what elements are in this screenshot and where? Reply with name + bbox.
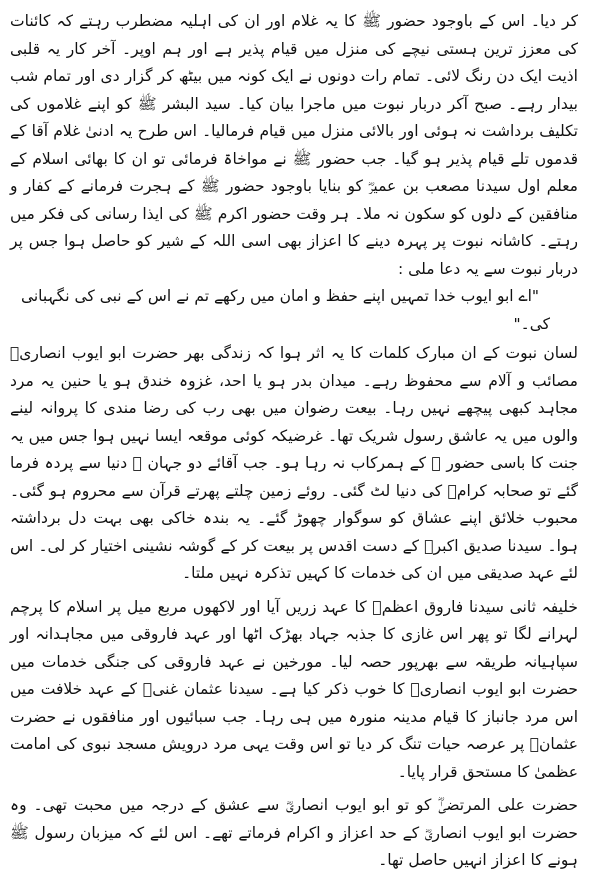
quoted-prayer: "اے ابو ایوب خدا تمہیں اپنے حفظ و امان میں رکھے تم نے اس کے نبی کی نگہبانی کی۔" <box>20 287 550 333</box>
paragraph-battles: لسان نبوت کے ان مبارک کلمات کا یہ اثر ہوا کہ زندگی بھر حضرت ابو ایوب انصاریؓ مصائب و آلام سے محفوظ رہے۔ میدان بدر ہو یا احد، غزوہ خندق ہو یا حنین یہ مرد مجاہد کبھی پیچھے نہیں رہا۔ بیعت رضوان میں بھی رب کی رضا مندی کا پروانہ لینے والوں میں یہ عاشق رسول شریک تھا۔ غرضیکہ کوئی موقعہ ایسا نہیں ہوا جس میں یہ جنت کا باسی حضور ﷺ کے ہمرکاب نہ رہا ہو۔ جب آقائے دو جہان ﷺ دنیا سے پردہ فرما گئے تو صحابہ کرامؓ کی دنیا لٹ گئی۔ روئے زمین چلتے پھرتے قرآن سے محروم ہو گئی۔ محبوب خلائق اپنے عشاق کو سوگوار چھوڑ گئے۔ یہ بندہ خاکی بھی بہت دل برداشتہ ہوا۔ سیدنا صدیق اکبرؓ کے دست اقدس پر بیعت کر کے گوشہ نشینی اختیار کر لی۔ اس لئے عہد صدیقی میں ان کی خدمات کا کہیں تذکرہ نہیں ملتا۔ <box>10 344 578 582</box>
paragraph-caliphate: خلیفہ ثانی سیدنا فاروق اعظمؓ کا عہد زریں آیا اور لاکھوں مربع میل پر اسلام کا پرچم لہرانے لگا تو پھر اس غازی کا جذبہ جہاد بھڑک اٹھا اور عہد فاروقی میں مجاہدانہ اور سپاہیانہ طریقہ سے بھرپور حصہ لیا۔ مورخین نے عہد فاروقی کی جنگی خدمات میں حضرت ابو ایوب انصاریؓ کا خوب ذکر کیا ہے۔ سیدنا عثمان غنیؓ کے عہد خلافت میں اس مرد جانباز کا قیام مدینہ منورہ میں ہی رہا۔ جب سبائیوں اور منافقوں نے حضرت عثمانؓ پر عرصہ حیات تنگ کر دیا تو اس وقت یہی مرد درویش مسجد نبوی کی امامت عظمیٰ کا مستحق قرار پایا۔ <box>10 597 578 781</box>
paragraph-hospitality: کر دیا۔ اس کے باوجود حضور ﷺ کا یہ غلام اور ان کی اہلیہ مضطرب رہتے کہ کائنات کی معزز ترین ہستی نیچے کی منزل میں قیام پذیر ہے اور ہم اوپر۔ آخر کار یہ قلبی اذیت ایک دن رنگ لائی۔ تمام رات دونوں نے ایک کونہ میں بیٹھ کر گزار دی اور تمام شب بیدار رہے۔ صبح آکر دربار نبوت میں ماجرا بیان کیا۔ سید البشر ﷺ کو اپنے غلاموں کی تکلیف برداشت نہ ہوئی اور بالائی منزل میں قیام فرمالیا۔ اس طرح یہ ادنیٰ غلام آقا کے قدموں تلے قیام پذیر ہو گیا۔ جب حضور ﷺ نے مواخاۃ فرمائی تو ان کا بھائی اسلام کے معلم اول سیدنا مصعب بن عمیرؓ کو بنایا باوجود حضور ﷺ کے ہجرت فرمانے کے کفار و منافقین کے دلوں کو سکون نہ ملا۔ ہر وقت حضور اکرم ﷺ کی ایذا رسانی کی فکر میں رہتے۔ کاشانہ نبوت پر پہرہ دینے کا اعزاز بھی اسی اللہ کے شیر کو حاصل ہوا جس پر دربار نبوت سے یہ دعا ملی : <box>10 12 578 278</box>
paragraph-ali: حضرت علی المرتضیٰؓ کو تو ابو ایوب انصاریؓ سے عشق کے درجہ میں محبت تھی۔ وہ حضرت ابو ایوب انصاریؓ کے حد اعزاز و اکرام فرماتے تھے۔ اس لئے کہ میزبان رسول ﷺ ہونے کا اعزاز انہیں حاصل تھا۔ <box>10 796 578 869</box>
